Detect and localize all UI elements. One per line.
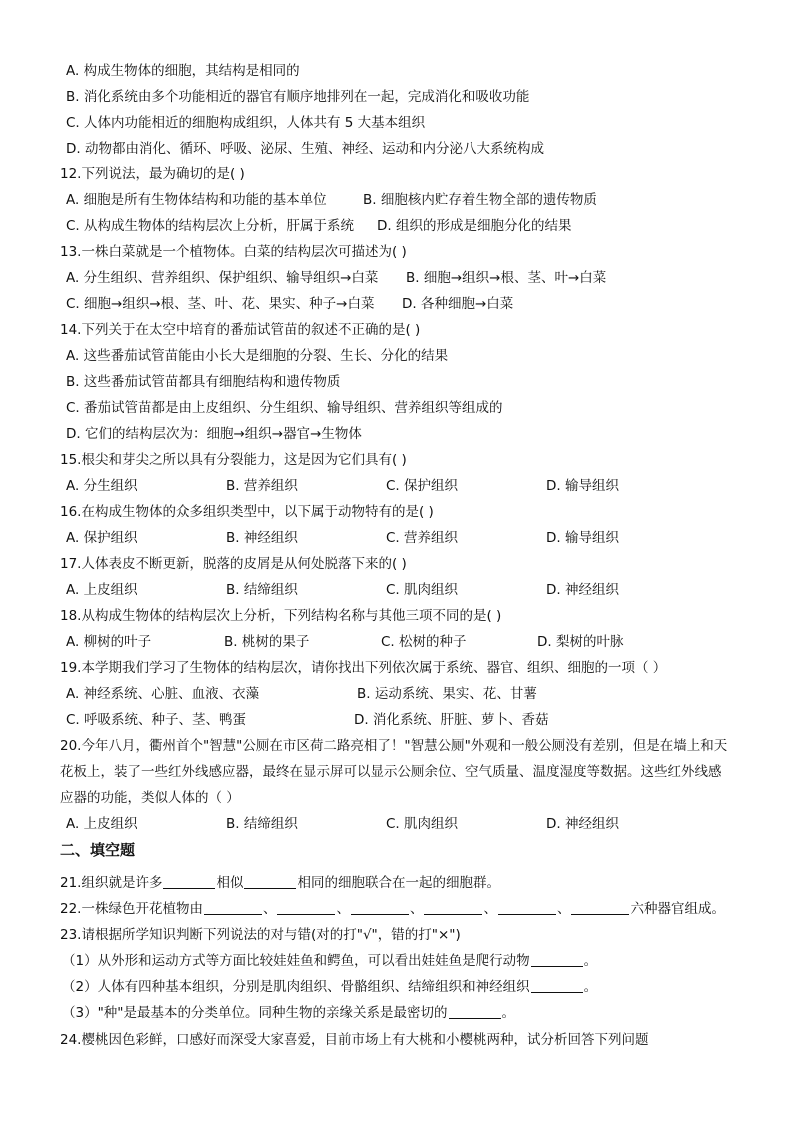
q16-option-c: C. 营养组织 [386,530,459,546]
q14-option-c: C. 番茄试管苗都是由上皮组织、分生组织、输导组织、营养组织等组成的 [66,400,503,416]
q20-option-d: D. 神经组织 [546,816,619,832]
section-title-fill-blank: 二、填空题 [60,841,136,859]
q23-s1-end: 。 [583,953,598,969]
q12-option-a: A. 细胞是所有生物体结构和功能的基本单位 [66,192,327,208]
q17-option-a: A. 上皮组织 [66,582,138,598]
q22-sep: 、 [262,901,277,917]
q21-part2: 相似 [216,875,244,891]
q11-option-b: B. 消化系统由多个功能相近的器官有顺序地排列在一起，完成消化和吸收功能 [66,89,530,105]
q18-option-d: D. 梨树的叶脉 [537,634,624,650]
q13-option-d: D. 各种细胞→白菜 [402,296,514,312]
q21 [60,873,500,893]
q22 [60,899,725,919]
q23-s3-end: 。 [501,1005,516,1021]
q21-part1: 21.组织就是许多 [60,875,163,891]
q12-stem: 12.下列说法，最为确切的是( ) [60,166,245,182]
q14-option-d: D. 它们的结构层次为：细胞→组织→器官→生物体 [66,426,362,442]
q22-blank-6[interactable] [571,899,629,915]
q22-sep: 、 [556,901,571,917]
q11-option-c: C. 人体内功能相近的细胞构成组织，人体共有 5 大基本组织 [66,115,426,131]
q13-option-c: C. 细胞→组织→根、茎、叶、花、果实、种子→白菜 [66,296,375,312]
q22-blank-1[interactable] [204,899,262,915]
q22-blank-3[interactable] [351,899,409,915]
q17-stem: 17.人体表皮不断更新，脱落的皮屑是从何处脱落下来的( ) [60,556,407,572]
q17-option-b: B. 结缔组织 [226,582,298,598]
q16-option-d: D. 输导组织 [546,530,619,546]
q20-option-b: B. 结缔组织 [226,816,298,832]
q11-option-d: D. 动物都由消化、循环、呼吸、泌尿、生殖、神经、运动和内分泌八大系统构成 [66,141,544,157]
q14-option-b: B. 这些番茄试管苗都具有细胞结构和遗传物质 [66,374,341,390]
q19-option-c: C. 呼吸系统、种子、茎、鸭蛋 [66,712,247,728]
q22-sep: 、 [409,901,424,917]
q22-part1: 22.一株绿色开花植物由 [60,901,203,917]
q18-option-b: B. 桃树的果子 [224,634,310,650]
q22-part2: 六种器官组成。 [630,901,725,917]
q12-option-c: C. 从构成生物体的结构层次上分析，肝属于系统 [66,218,355,234]
q23-blank-3[interactable] [449,1003,501,1019]
q20-option-a: A. 上皮组织 [66,816,138,832]
q23-s3-text: （3）"种"是最基本的分类单位。同种生物的亲缘关系是最密切的 [62,1005,448,1021]
q16-stem: 16.在构成生物体的众多组织类型中，以下属于动物特有的是( ) [60,504,434,520]
q23-statement-2 [62,977,597,997]
q18-stem: 18.从构成生物体的结构层次上分析，下列结构名称与其他三项不同的是( ) [60,608,502,624]
q19-option-b: B. 运动系统、果实、花、甘薯 [357,686,537,702]
q20-stem-line2: 花板上，装了一些红外线感应器，最终在显示屏可以显示公厕余位、空气质量、温度湿度等数据。这些红外线感 [60,764,722,780]
q21-blank-1[interactable] [163,873,215,889]
q24-stem: 24.樱桃因色彩鲜，口感好而深受大家喜爱，目前市场上有大桃和小樱桃两种，试分析回答下列问题 [60,1032,649,1048]
q19-option-a: A. 神经系统、心脏、血液、衣藻 [66,686,260,702]
q23-statement-3 [62,1003,515,1023]
q22-blank-5[interactable] [498,899,556,915]
q18-option-c: C. 松树的种子 [381,634,467,650]
q12-option-b: B. 细胞核内贮存着生物全部的遗传物质 [363,192,597,208]
q19-stem: 19.本学期我们学习了生物体的结构层次，请你找出下列依次属于系统、器官、组织、细胞的一项（ ） [60,660,667,676]
q20-stem-line1: 20.今年八月，衢州首个"智慧"公厕在市区荷二路亮相了！"智慧公厕"外观和一般公厕没有差别，但是在墙上和天 [60,738,728,754]
q22-sep: 、 [483,901,497,917]
q23-statement-1 [62,951,597,971]
q14-option-a: A. 这些番茄试管苗能由小长大是细胞的分裂、生长、分化的结果 [66,348,449,364]
q19-option-d: D. 消化系统、肝脏、萝卜、香菇 [354,712,549,728]
q15-option-c: C. 保护组织 [386,478,459,494]
q15-option-b: B. 营养组织 [226,478,298,494]
q13-stem: 13.一株白菜就是一个植物体。白菜的结构层次可描述为( ) [60,244,407,260]
q22-blank-4[interactable] [424,899,482,915]
q21-blank-2[interactable] [244,873,296,889]
q14-stem: 14.下列关于在太空中培育的番茄试管苗的叙述不正确的是( ) [60,322,421,338]
q16-option-a: A. 保护组织 [66,530,138,546]
q22-blank-2[interactable] [277,899,335,915]
q23-s2-end: 。 [583,979,598,995]
q18-option-a: A. 柳树的叶子 [66,634,152,650]
q11-option-a: A. 构成生物体的细胞，其结构是相同的 [66,63,300,79]
q15-option-d: D. 输导组织 [546,478,619,494]
q23-stem: 23.请根据所学知识判断下列说法的对与错(对的打"√"，错的打"×") [60,927,461,943]
q23-blank-2[interactable] [531,977,583,993]
q23-s1-text: （1）从外形和运动方式等方面比较娃娃鱼和鳄鱼，可以看出娃娃鱼是爬行动物 [62,953,530,969]
q15-option-a: A. 分生组织 [66,478,138,494]
q20-stem-line3: 应器的功能，类似人体的（ ） [60,790,240,806]
q16-option-b: B. 神经组织 [226,530,298,546]
q13-option-b: B. 细胞→组织→根、茎、叶→白菜 [406,270,607,286]
q21-part3: 相同的细胞联合在一起的细胞群。 [297,875,500,891]
q13-option-a: A. 分生组织、营养组织、保护组织、输导组织→白菜 [66,270,379,286]
q12-option-d: D. 组织的形成是细胞分化的结果 [377,218,572,234]
q17-option-d: D. 神经组织 [546,582,619,598]
q20-option-c: C. 肌肉组织 [386,816,459,832]
q17-option-c: C. 肌肉组织 [386,582,459,598]
q23-s2-text: （2）人体有四种基本组织，分别是肌肉组织、骨骼组织、结缔组织和神经组织 [62,979,530,995]
q23-blank-1[interactable] [531,951,583,967]
q15-stem: 15.根尖和芽尖之所以具有分裂能力，这是因为它们具有( ) [60,452,407,468]
q22-sep: 、 [336,901,350,917]
